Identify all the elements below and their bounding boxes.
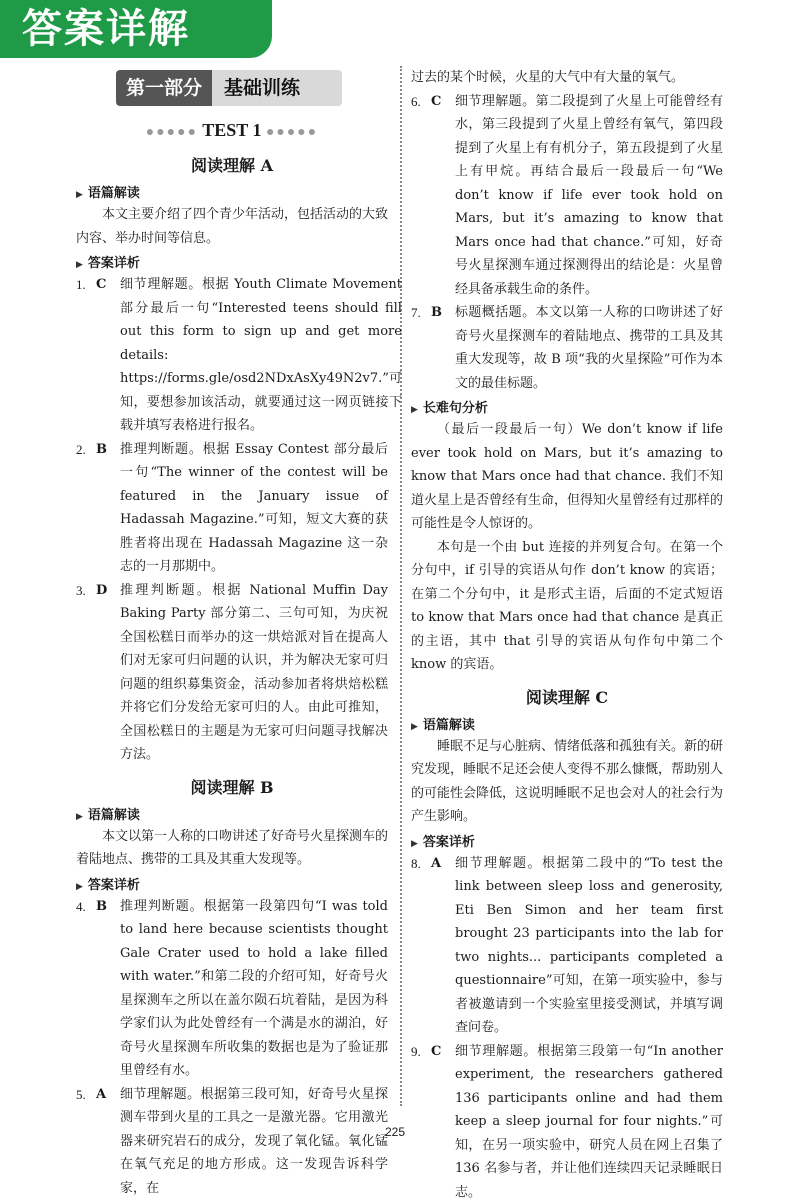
item-key: C: [431, 90, 455, 302]
item-text: 细节理解题。根据第三段可知，好奇号火星探测车带到火星的工具之一是激光器。它用激光器来研究岩石的成分，发现了氧化锰。氧化锰在氧气充足的地方形成。这一发现告诉科学家，在: [120, 1083, 388, 1201]
intro-a: 本文主要介绍了四个青少年活动，包括活动的大致内容、举办时间等信息。: [76, 203, 388, 250]
part-label: 第一部分: [116, 70, 212, 106]
answer-item: [411, 301, 723, 395]
subheading: ▶ 语篇解读: [76, 804, 388, 823]
right-column: [411, 66, 723, 1204]
item-text: 细节理解题。根据第二段中的“To test the link between sleep loss and generosity, Eti Ben Simon and her team first brought 23 participants into the lab for two nights... participants completed a questionnaire”可知，在第一项实验中，参与者被邀请到一个实验室里接受测试，并填写调查问卷。: [455, 852, 723, 1040]
analysis-text: （最后一段最后一句）We don’t know if life ever took hold on Mars, but it’s amazing to know that Mars once had that chance. 我们不知道火星上是否曾经有生命，但得知火星曾经有过那样的可能性是令人惊讶的。: [411, 418, 723, 536]
item-key: B: [96, 895, 120, 1083]
answer-item: [76, 273, 388, 438]
continued-text: 过去的某个时候，火星的大气中有大量的氧气。: [411, 66, 723, 90]
dots-decoration: ●●●●●: [266, 125, 318, 140]
item-text: 细节理解题。根据 Youth Climate Movement 部分最后一句“Interested teens should fill out this form to sign up and get more details: https://forms.gle/osd2NDxAsXy49N2v7.”可知，要想参加该活动，就要通过这一网页链接下载并填写表格进行报名。: [120, 273, 402, 438]
subheading: ▶ 语篇解读: [76, 182, 388, 201]
item-number: 2.: [76, 438, 96, 579]
answer-item: [76, 579, 388, 767]
answer-item: [411, 90, 723, 302]
item-number: 4.: [76, 895, 96, 1083]
item-key: D: [96, 579, 120, 767]
item-number: 6.: [411, 90, 431, 302]
item-text: 推理判断题。根据 National Muffin Day Baking Party 部分第二、三句可知，为庆祝全国松糕日而举办的这一烘焙派对旨在提高人们对无家可归问题的认识，并为解决无家可归问题的组织募集资金，活动参加者将烘焙松糕并将它们分发给无家可归的人。由此可推知，全国松糕日的主题是为无家可归问题寻找解决方法。: [120, 579, 388, 767]
subheading: ▶ 语篇解读: [411, 714, 723, 733]
answer-item: [76, 895, 388, 1083]
test-title-line: [76, 120, 388, 141]
item-number: 1.: [76, 273, 96, 438]
page-number: 225: [0, 1125, 790, 1139]
answer-banner: 答案详解: [0, 0, 272, 58]
subheading: ▶ 答案详析: [411, 831, 723, 850]
test-title: TEST 1: [202, 120, 261, 140]
item-text: 推理判断题。根据第一段第四句“I was told to land here because scientists thought Gale Crater used to hold a lake filled with water.”和第二段的介绍可知，好奇号火星探测车之所以在盖尔陨石坑着陆，是因为科学家们认为此处曾经有一个满是水的湖泊，好奇号火星探测车所收集的数据也是为了验证那里曾经有水。: [120, 895, 388, 1083]
answer-item: [76, 438, 388, 579]
item-number: 5.: [76, 1083, 96, 1201]
item-text: 细节理解题。第二段提到了火星上可能曾经有水，第三段提到了火星上曾经有氧气，第四段提到了火星上有有机分子，第五段提到了火星上有甲烷。再结合最后一段最后一句“We don’t know if life ever took hold on Mars, but it’s amazing to know that Mars once had that chance.”可知，好奇号火星探测车通过探测得出的结论是：火星曾经具备承载生命的条件。: [455, 90, 723, 302]
part-title: 基础训练: [212, 70, 342, 106]
intro-b: 本文以第一人称的口吻讲述了好奇号火星探测车的着陆地点、携带的工具及其重大发现等。: [76, 825, 388, 872]
item-text: 推理判断题。根据 Essay Contest 部分最后一句“The winner of the contest will be featured in the January issue of Hadassah Magazine.”可知，短文大赛的获胜者将出现在 Hadassah Magazine 这一杂志的一月那期中。: [120, 438, 388, 579]
item-key: B: [431, 301, 455, 395]
item-number: 7.: [411, 301, 431, 395]
answer-item: [411, 1040, 723, 1204]
item-key: C: [96, 273, 120, 438]
item-key: A: [96, 1083, 120, 1201]
item-number: 8.: [411, 852, 431, 1040]
subheading: ▶ 长难句分析: [411, 397, 723, 416]
item-key: B: [96, 438, 120, 579]
subheading: ▶ 答案详析: [76, 874, 388, 893]
section-heading-b: 阅读理解 B: [76, 775, 388, 798]
analysis-text: 本句是一个由 but 连接的并列复合句。在第一个分句中，if 引导的宾语从句作 don’t know 的宾语；在第二个分句中，it 是形式主语，后面的不定式短语 to know that Mars once had that chance 是真正的主语，其中 that 引导的宾语从句作句中第二个 know 的宾语。: [411, 536, 723, 677]
subheading: ▶ 答案详析: [76, 252, 388, 271]
item-text: 标题概括题。本文以第一人称的口吻讲述了好奇号火星探测车的着陆地点、携带的工具及其重大发现等，故 B 项“我的火星探险”可作为本文的最佳标题。: [455, 301, 723, 395]
left-column: [76, 66, 388, 1200]
dots-decoration: ●●●●●: [146, 125, 198, 140]
item-key: C: [431, 1040, 455, 1204]
section-heading-a: 阅读理解 A: [76, 153, 388, 176]
item-number: 3.: [76, 579, 96, 767]
section-heading-c: 阅读理解 C: [411, 685, 723, 708]
column-divider: [400, 66, 402, 1106]
intro-c: 睡眠不足与心脏病、情绪低落和孤独有关。新的研究发现，睡眠不足还会使人变得不那么慷慨，帮助别人的可能性会降低，这说明睡眠不足也会对人的社会行为产生影响。: [411, 735, 723, 829]
item-key: A: [431, 852, 455, 1040]
item-text: 细节理解题。根据第三段第一句“In another experiment, the researchers gathered 136 participants online and had them keep a sleep journal for four nights.”可知，在另一项实验中，研究人员在网上召集了 136 名参与者，并让他们连续四天记录睡眠日志。: [455, 1040, 723, 1204]
part-header: [116, 70, 342, 106]
answer-item: [76, 1083, 388, 1201]
answer-item: [411, 852, 723, 1040]
item-number: 9.: [411, 1040, 431, 1204]
